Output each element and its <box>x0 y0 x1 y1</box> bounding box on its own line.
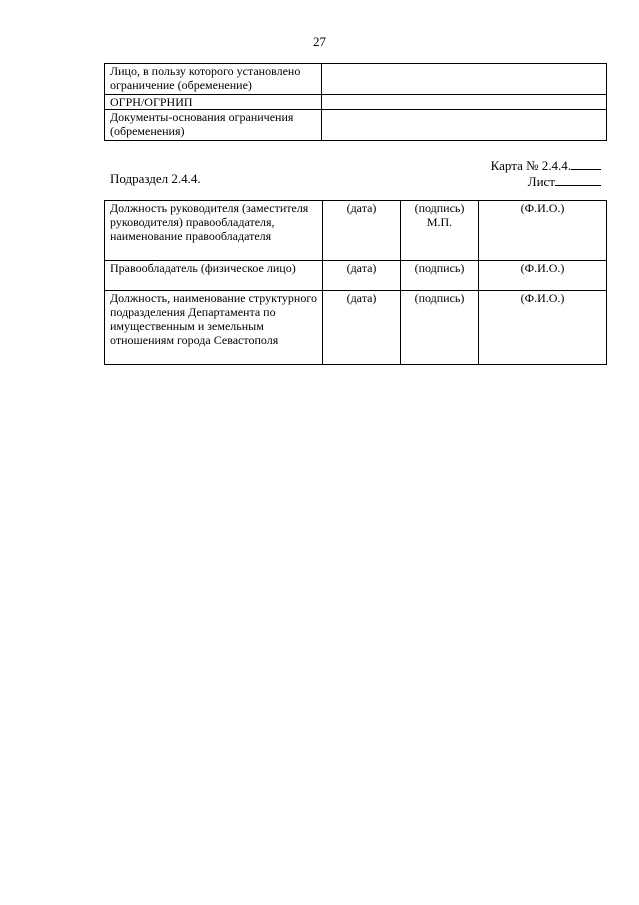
page-number: 27 <box>313 34 326 49</box>
encumbrance-holder-label: Лицо, в пользу которого установлено ограничение (обременение) <box>105 64 322 95</box>
sheet-label: Лист <box>527 174 555 189</box>
subsection-title: Подраздел 2.4.4. <box>110 171 201 186</box>
signature-cell <box>401 201 479 261</box>
signature-placeholder: (подпись) <box>414 201 465 215</box>
card-number-blank <box>571 157 601 170</box>
date-placeholder: (дата) <box>323 201 401 261</box>
table-row <box>105 95 607 110</box>
card-number-label: Карта № 2.4.4. <box>490 158 571 173</box>
table-row <box>105 110 607 141</box>
sheet-number-blank <box>555 173 601 186</box>
table-row <box>105 291 607 365</box>
table-row <box>105 201 607 261</box>
card-number <box>491 157 601 174</box>
date-placeholder: (дата) <box>323 261 401 291</box>
signature-table <box>104 200 607 365</box>
stamp-placeholder: М.П. <box>426 215 453 229</box>
individual-rightholder-role: Правообладатель (физическое лицо) <box>105 261 323 291</box>
sheet-number <box>528 173 601 190</box>
date-placeholder: (дата) <box>323 291 401 365</box>
signature-placeholder: (подпись) <box>401 261 479 291</box>
ogrn-label: ОГРН/ОГРНИП <box>105 95 322 110</box>
encumbrance-table <box>104 63 607 141</box>
encumbrance-holder-value <box>321 64 606 95</box>
table-row <box>105 64 607 95</box>
encumbrance-documents-value <box>321 110 606 141</box>
fio-placeholder: (Ф.И.О.) <box>479 261 607 291</box>
signature-placeholder: (подпись) <box>401 291 479 365</box>
fio-placeholder: (Ф.И.О.) <box>479 201 607 261</box>
table-row <box>105 261 607 291</box>
department-official-role: Должность, наименование структурного подразделения Департамента по имущественным и земельным отношениям города Севастополя <box>105 291 323 365</box>
fio-placeholder: (Ф.И.О.) <box>479 291 607 365</box>
encumbrance-documents-label: Документы-основания ограничения (обременения) <box>105 110 322 141</box>
rightholder-head-role: Должность руководителя (заместителя руководителя) правообладателя, наименование правообладателя <box>105 201 323 261</box>
ogrn-value <box>321 95 606 110</box>
